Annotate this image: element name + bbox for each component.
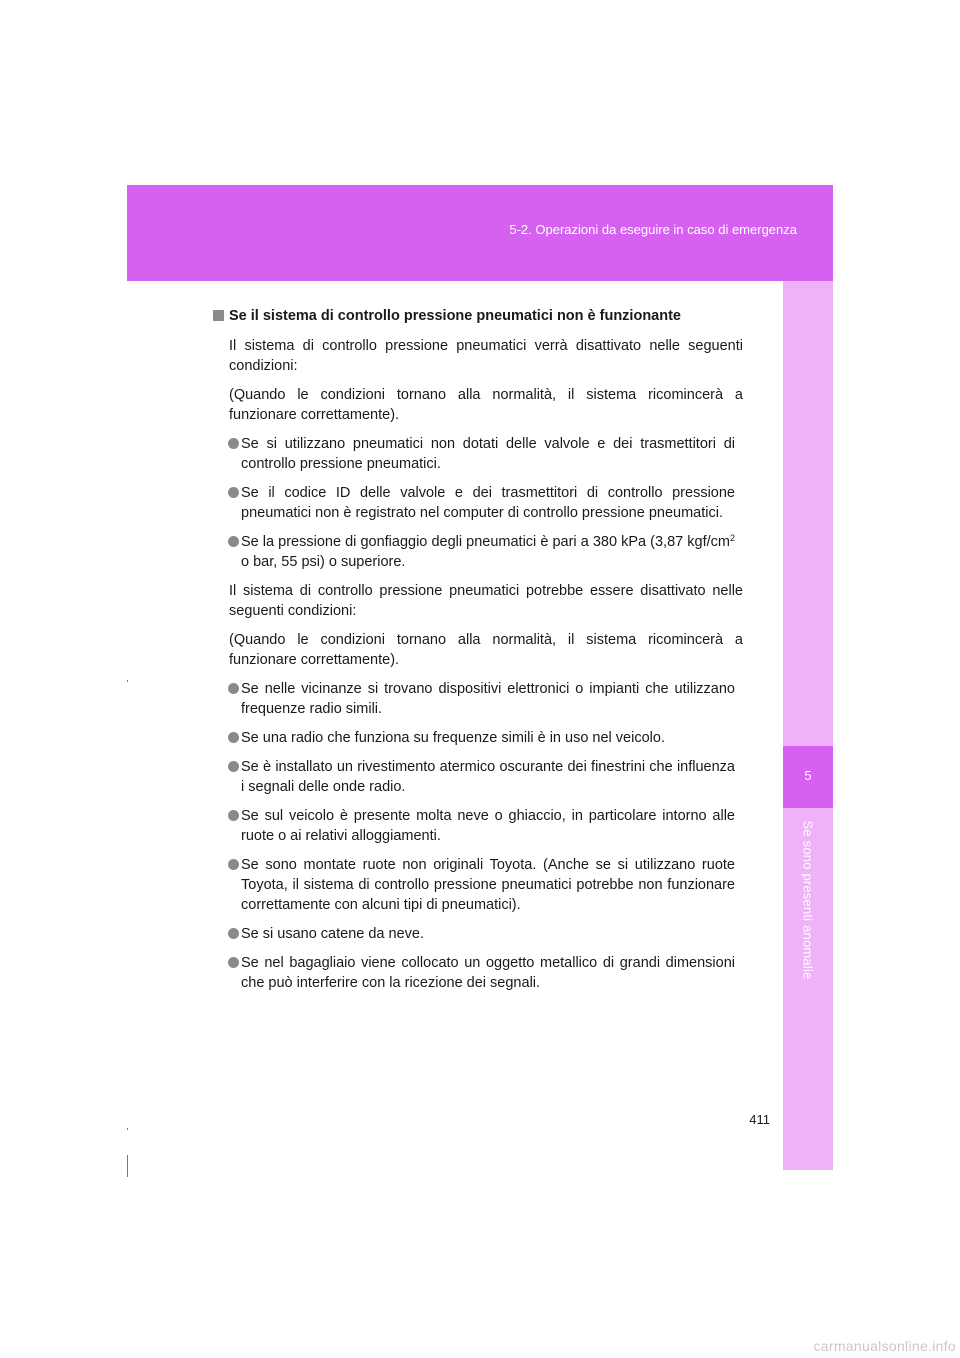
list-item (229, 924, 743, 944)
list-item-text: Se una radio che funziona su frequenze simili è in uso nel veicolo. (241, 730, 665, 746)
paragraph: Il sistema di controllo pressione pneumatici potrebbe essere disattivato nelle seguenti condizioni: (229, 583, 743, 619)
list-item (229, 483, 743, 523)
list-item-text: Se sono montate ruote non originali Toyota. (Anche se si utilizzano ruote Toyota, il sistema di controllo pressione pneumatici potrebbe non funzionare correttamente con alcuni tipi di pneumatici). (241, 857, 735, 913)
superscript: 2 (729, 533, 735, 543)
section-title: 5-2. Operazioni da eseguire in caso di emergenza (509, 222, 797, 237)
bullet-icon (228, 683, 239, 694)
chapter-number: 5 (804, 768, 812, 783)
crop-mark (127, 680, 128, 682)
list-item (229, 532, 743, 572)
page-number: 411 (749, 1112, 770, 1127)
list-item-text: Se nelle vicinanze si trovano dispositivi elettronici o impianti che utilizzano frequenze radio simili. (241, 681, 735, 717)
section-heading-text: Se il sistema di controllo pressione pneumatici non è funzionante (229, 308, 681, 324)
bullet-icon (228, 438, 239, 449)
list-item (229, 806, 743, 846)
crop-mark (127, 1155, 128, 1177)
bullet-icon (228, 536, 239, 547)
side-tab (783, 281, 833, 1170)
watermark: carmanualsonline.info (813, 1338, 956, 1354)
chapter-number-box (783, 746, 833, 808)
list-item-text: Se è installato un rivestimento atermico oscurante dei finestrini che influenza i segnali delle onde radio. (241, 759, 735, 795)
list-item (229, 855, 743, 915)
list-item-text: Se il codice ID delle valvole e dei trasmettitori di controllo pressione pneumatici non è registrato nel computer di controllo pressione pneumatici. (241, 485, 735, 521)
list-item-text: Se si usano catene da neve. (241, 926, 424, 942)
bullet-icon (228, 810, 239, 821)
bullet-icon (228, 487, 239, 498)
square-bullet-icon (213, 310, 224, 321)
list-item-text: Se si utilizzano pneumatici non dotati delle valvole e dei trasmettitori di controllo pressione pneumatici. (241, 436, 735, 472)
list-item (229, 757, 743, 797)
bullet-icon (228, 732, 239, 743)
section-heading (213, 306, 743, 326)
list-item (229, 434, 743, 474)
paragraph: Il sistema di controllo pressione pneumatici verrà disattivato nelle seguenti condizioni: (229, 338, 743, 374)
page-content (213, 306, 743, 1002)
bullet-icon (228, 859, 239, 870)
bullet-icon (228, 928, 239, 939)
chapter-title: Se sono presenti anomalie (800, 820, 816, 980)
crop-mark (127, 1128, 128, 1130)
paragraph: (Quando le condizioni tornano alla normalità, il sistema ricomincerà a funzionare correttamente). (229, 632, 743, 668)
list-item (229, 953, 743, 993)
list-item-text: Se nel bagagliaio viene collocato un oggetto metallico di grandi dimensioni che può interferire con la ricezione dei segnali. (241, 955, 735, 991)
header-band (127, 185, 833, 281)
list-item-text: o bar, 55 psi) o superiore. (241, 554, 406, 570)
list-item-text: Se sul veicolo è presente molta neve o ghiaccio, in particolare intorno alle ruote o ai relativi alloggiamenti. (241, 808, 735, 844)
list-item (229, 679, 743, 719)
paragraph: (Quando le condizioni tornano alla normalità, il sistema ricomincerà a funzionare correttamente). (229, 387, 743, 423)
bullet-icon (228, 957, 239, 968)
bullet-icon (228, 761, 239, 772)
list-item (229, 728, 743, 748)
list-item-text: Se la pressione di gonfiaggio degli pneumatici è pari a 380 kPa (3,87 kgf/cm (241, 534, 730, 550)
